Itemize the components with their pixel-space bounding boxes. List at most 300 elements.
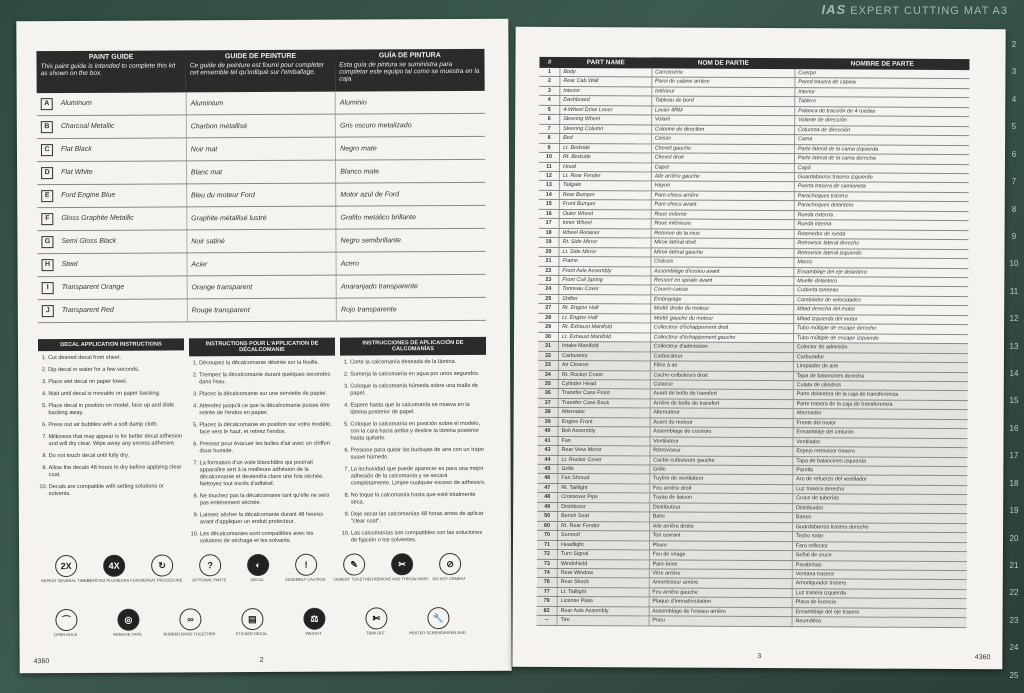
instructions-list xyxy=(340,359,487,544)
part-name-en: Rt. Bedside xyxy=(559,153,651,163)
header-subtitle: This paint guide is intended to complete this kit as shown on the box. xyxy=(40,62,176,78)
instructions-list xyxy=(189,360,336,545)
part-name-en: Rear Shock xyxy=(557,578,649,588)
part-name-en: Lt. Exhaust Manifold xyxy=(559,332,651,342)
paint-name-en xyxy=(37,184,186,208)
part-number: 47 xyxy=(537,483,558,493)
part-name-es: Parachoques delantero xyxy=(794,201,969,211)
instructions-title: INSTRUCCIONES DE APLICACIÓN DE CALCOMANÍAS xyxy=(340,337,486,356)
part-name-fr: Tuyère de ventilateur xyxy=(649,474,792,484)
part-name-en: Shifter xyxy=(559,294,651,304)
ruler-mark: 5 xyxy=(1011,122,1017,132)
part-name-es: Parte trasera de la caja de transferencia xyxy=(793,400,968,410)
part-name-fr: Volant xyxy=(651,115,794,125)
paint-letter-box: I xyxy=(42,282,54,294)
part-name-en: Front Axle Assembly xyxy=(559,266,651,276)
part-name-fr: Phare xyxy=(649,541,792,551)
symbol-caption: REPEAT PROCEDURE xyxy=(140,577,183,583)
part-name-es: Retrovisor lateral derecho xyxy=(794,239,969,249)
part-name-fr: Vitre arrière xyxy=(649,569,792,579)
part-name-es: Guardabarros trasero derecho xyxy=(792,522,967,532)
part-name-fr: Assemblage d'essieu avant xyxy=(651,266,794,276)
part-name-es: Volante de dirección xyxy=(795,116,970,126)
part-name-es: Cama xyxy=(794,135,969,145)
part-name-en: Interior xyxy=(560,86,652,96)
instruction-step: 9. Allow the decals 48 hours to dry before applying clear coat. xyxy=(49,464,185,479)
instruction-step: 8. Do not touch decal until fully dry. xyxy=(49,452,185,460)
paint-letter-box: B xyxy=(41,121,53,133)
part-name-en: Tonneau Cover xyxy=(559,285,651,295)
paint-name-fr: Rouge transparent xyxy=(187,298,336,322)
instruction-step: 5. Place decal in position on model, face up and slide backing away. xyxy=(48,402,184,417)
part-number: 16 xyxy=(539,209,560,219)
part-name-es: Carburador xyxy=(793,352,968,362)
paint-name-es: Negro mate xyxy=(336,136,485,160)
symbol-caption: WEIGHT xyxy=(305,630,322,636)
instruction-step: 4. Espere hasta que la calcomanía se mueva en la lámina posterior de papel. xyxy=(350,402,486,417)
paint-name-es: Aluminio xyxy=(335,91,484,114)
part-number: 29 xyxy=(538,323,559,333)
paint-label: Ford Engine Blue xyxy=(61,191,116,200)
symbol-caption: OPTIONAL PARTS xyxy=(192,577,227,583)
part-number: 38 xyxy=(538,408,559,418)
part-name-en: Lt. Rocker Cover xyxy=(558,455,650,465)
paint-label: Gloss Graphite Metallic xyxy=(61,214,134,223)
part-name-en: Rt. Taillight xyxy=(558,483,650,493)
instruction-step: 5. Coloque la calcomanía en posición sobre el modelo, con la cara hacia arriba y deslice la lámina posterior hasta quitarlo. xyxy=(350,421,486,443)
symbol-icon xyxy=(241,608,263,630)
part-number: 1 xyxy=(539,68,560,77)
part-name-en: Transfer Case Back xyxy=(558,398,650,408)
part-row xyxy=(537,616,967,628)
symbol-icon xyxy=(295,554,317,576)
paint-name-es: Motor azul de Ford xyxy=(336,182,485,206)
part-name-es: Rueda interna xyxy=(794,220,969,230)
decal-instructions-en xyxy=(38,338,185,539)
part-number: 46 xyxy=(537,474,558,484)
part-name-es: Culata de cilindros xyxy=(793,381,968,391)
part-number: 73 xyxy=(537,559,558,569)
symbol-icon xyxy=(343,553,365,575)
part-number: 17 xyxy=(539,219,560,229)
part-name-fr: Couvre-caisse xyxy=(650,285,793,295)
symbol-caption: REPEAT SEVERAL TIMES xyxy=(41,577,90,584)
part-name-es: Alternador xyxy=(793,409,968,419)
symbol-caption: OPEN HOLE xyxy=(53,631,78,638)
symbol-glyph: ↻ xyxy=(158,560,166,571)
paint-label: Flat White xyxy=(61,168,93,177)
part-name-fr: Chevet gauche xyxy=(651,144,794,154)
part-name-fr: Retenue de la roue xyxy=(651,229,794,239)
paint-name-en xyxy=(37,138,186,162)
part-name-es: Distribuidor xyxy=(793,504,968,514)
instruction-step: 3. Place wet decal on paper towel. xyxy=(48,378,184,386)
part-number: 9 xyxy=(539,143,560,153)
part-name-fr: Culasse xyxy=(650,380,793,390)
symbol-caption: DECAL xyxy=(250,577,264,583)
symbol-icon xyxy=(247,554,269,576)
symbol-caption: RUBBER BAND TOGETHER xyxy=(163,631,216,637)
instruction-step: 7. La formation d'un voile blanchâtre qui pourrait apparaître sert à la meilleure adhésion de la décalcomanie et deviendra claire une fois séchée. Nettoyez tout excès d'adhésif. xyxy=(200,459,336,488)
decal-instructions-es xyxy=(340,337,487,544)
part-name-fr: Distributeur xyxy=(649,503,792,513)
part-name-en: Rear Window xyxy=(557,568,649,578)
instruction-step: 4. Attendez jusqu'à ce que la décalcomanie puisse être retirée de l'endos en papier. xyxy=(199,403,335,418)
symbol-caption: ASSEMBLY CAUTION xyxy=(285,576,326,582)
part-number: 27 xyxy=(538,304,559,314)
part-number: 11 xyxy=(539,162,560,172)
paint-row xyxy=(38,274,486,299)
part-number: 25 xyxy=(538,294,559,304)
symbol-icon xyxy=(55,555,77,577)
instruction-step: 7. La lechosidad que puede aparecer es para una mejor adhesión de la calcomanía y se secará completamente. Limpie cualquier exceso de adhesivo. xyxy=(351,466,487,488)
paint-name-fr: Noir satiné xyxy=(187,229,336,253)
ruler-mark: 12 xyxy=(1009,314,1019,324)
part-name-fr: Pare-brise xyxy=(649,559,792,569)
part-number: 20 xyxy=(538,247,559,257)
part-name-es: Muelle delantero xyxy=(794,277,969,287)
part-name-en: Bench Seat xyxy=(558,512,650,522)
part-name-fr: Feu de virage xyxy=(649,550,792,560)
ruler-mark: 7 xyxy=(1011,177,1017,187)
ruler-mark: 16 xyxy=(1009,423,1019,433)
parts-header: # xyxy=(539,57,560,68)
part-name-en: Engine Front xyxy=(558,417,650,427)
part-name-es: Espejo retrovisor trasero xyxy=(793,447,968,457)
part-name-es: Limpiador de aire xyxy=(793,362,968,372)
symbol-icon xyxy=(55,609,77,631)
part-name-en: Frame xyxy=(559,257,651,267)
part-number: 79 xyxy=(537,597,558,607)
part-name-fr: Colonne de direction xyxy=(651,125,794,135)
part-name-en: Sunroof xyxy=(557,531,649,541)
paint-row xyxy=(37,205,485,230)
symbol-caption: CEMENT TOGETHER xyxy=(333,576,374,582)
part-name-fr: Caisse xyxy=(651,134,794,144)
ruler-mark: 14 xyxy=(1009,369,1019,379)
symbol-glyph: ✄ xyxy=(372,613,381,624)
ruler-mark: 3 xyxy=(1011,67,1017,77)
instruction-step: 3. Placez la décalcomanie sur une serviette de papier. xyxy=(199,391,335,399)
part-name-es: Retrovisor lateral izquierdo xyxy=(794,248,969,258)
part-name-fr: Aile arrière gauche xyxy=(651,172,794,182)
part-name-es: Señal de cruce xyxy=(792,551,967,561)
part-name-fr: Toit ouvrant xyxy=(649,531,792,541)
part-name-fr: Feu arrière gauche xyxy=(649,588,792,598)
symbol-caption: REMOVE AND THROW AWAY xyxy=(373,576,429,582)
part-name-en: Dashboard xyxy=(560,96,652,106)
part-name-en: Belt Assembly xyxy=(558,427,650,437)
part-number: 23 xyxy=(538,275,559,285)
part-name-es: Neumático xyxy=(792,617,967,627)
paint-letter-box: C xyxy=(41,144,53,156)
part-name-fr: Assemblage de courroie xyxy=(650,427,793,437)
part-name-es: Aro de refuerzo del ventilador xyxy=(793,475,968,485)
part-name-fr: Amortisseur arrière xyxy=(649,578,792,588)
paint-row xyxy=(37,136,485,161)
paint-name-en xyxy=(38,253,187,277)
paint-name-es: Grafito metálico brillante xyxy=(336,205,485,229)
part-name-es: Ensamblaje del cinturón xyxy=(793,428,968,438)
symbol-icon xyxy=(427,607,449,629)
paint-name-en xyxy=(37,115,186,139)
decal-instructions-fr xyxy=(189,338,336,545)
paint-name-fr: Noir mat xyxy=(186,137,335,161)
symbol-glyph: 🔧 xyxy=(432,613,445,624)
part-name-en: Wheel Retainer xyxy=(559,228,651,238)
instruction-step: 7. Milkiness that may appear is for better decal adhesion and will dry clear. Wipe away any excess adhesive. xyxy=(48,433,184,448)
part-number: 71 xyxy=(537,540,558,550)
part-name-en: Rt. Side Mirror xyxy=(559,238,651,248)
part-name-es: Tubo múltiple de escape izquierdo xyxy=(793,333,968,343)
part-name-es: Faro reflector xyxy=(792,541,967,551)
part-name-es: Parte lateral de la cama izquierda xyxy=(794,144,969,154)
right-page xyxy=(512,27,1005,670)
part-name-en: License Plate xyxy=(557,597,649,607)
parts-header: NOMBRE DE PARTE xyxy=(795,58,970,70)
instruction-step: 1. Corte la calcomanía deseada de la lámina. xyxy=(350,359,486,367)
part-number: 82 xyxy=(537,606,558,616)
part-number: 72 xyxy=(537,549,558,559)
ruler-mark: 21 xyxy=(1009,561,1019,571)
part-name-en: 4-Wheel Drive Lever xyxy=(560,105,652,115)
symbol-caption: HEATED SCREWDRIVER END xyxy=(409,629,466,636)
part-name-fr: Feu arrière droit xyxy=(649,484,792,494)
ruler-mark: 17 xyxy=(1009,451,1019,461)
header-title: GUIDE DE PEINTURE xyxy=(224,52,297,61)
header-title: GUÍA DE PINTURA xyxy=(378,52,441,60)
part-number: 31 xyxy=(538,341,559,351)
parts-list-table xyxy=(537,57,970,628)
part-name-fr: Carrosserie xyxy=(652,68,795,78)
paint-label: Charcoal Metallic xyxy=(60,122,115,131)
paint-letter-box: J xyxy=(42,305,54,317)
part-name-fr: Cache-culbuteurs droit xyxy=(650,370,793,380)
paint-letter-box: G xyxy=(41,236,53,248)
instruction-step: 10. Decals are compatible with setting solutions or solvents. xyxy=(49,483,185,498)
part-number: 60 xyxy=(537,521,558,531)
paint-name-en xyxy=(37,92,186,115)
header-title: PAINT GUIDE xyxy=(88,53,134,61)
parts-header: NOM DE PARTIE xyxy=(652,57,795,69)
paint-guide-header xyxy=(186,50,336,93)
part-number: 12 xyxy=(539,171,560,181)
instruction-step: 3. Coloque la calcomanía húmeda sobre una toalla de papel. xyxy=(350,383,486,398)
part-name-es: Interior xyxy=(795,88,970,98)
part-number: 40 xyxy=(538,427,559,437)
part-name-fr: Roue intérieure xyxy=(651,219,794,229)
paint-name-en xyxy=(37,207,186,231)
part-name-es: Luz trasera izquierda xyxy=(792,589,967,599)
ruler-mark: 15 xyxy=(1009,396,1019,406)
part-number: -- xyxy=(537,616,558,626)
part-name-es: Marco xyxy=(794,258,969,268)
paint-name-en xyxy=(37,230,186,254)
part-name-fr: Carburateur xyxy=(650,352,793,362)
part-number: 22 xyxy=(538,266,559,276)
page-number-2: 2 xyxy=(259,657,264,665)
instruction-step: 2. Dip decal in water for a few seconds. xyxy=(48,366,184,374)
part-number: 35 xyxy=(538,379,559,389)
part-name-en: Lt. Engine Half xyxy=(559,313,651,323)
part-number: 33 xyxy=(538,360,559,370)
part-number: 3 xyxy=(539,86,560,96)
part-number: 19 xyxy=(539,238,560,248)
paint-name-es: Rojo transparente xyxy=(336,297,485,321)
part-name-es: Retenedor de rueda xyxy=(794,229,969,239)
instruction-step: 1. Cut desired decal from sheet. xyxy=(48,354,184,362)
paint-label: Semi Gloss Black xyxy=(61,237,117,246)
part-name-es: Colector de admisión xyxy=(793,343,968,353)
part-name-es: Pared trasera de cabina xyxy=(795,78,970,88)
symbol-icon xyxy=(391,553,413,575)
symbol-icon xyxy=(199,554,221,576)
part-name-es: Ventilador xyxy=(793,437,968,447)
part-number: 30 xyxy=(538,332,559,342)
paint-label: Steel xyxy=(61,260,78,269)
part-name-es: Luz trasera derecha xyxy=(793,485,968,495)
part-name-es: Cubierta tonneau xyxy=(794,286,969,296)
part-name-en: Fan Shroud xyxy=(558,474,650,484)
part-name-en: Lt. Rear Fender xyxy=(559,171,651,181)
symbol-glyph: ◐ xyxy=(255,560,261,571)
part-number: 8 xyxy=(539,134,560,144)
part-number: 28 xyxy=(538,313,559,323)
part-number: 39 xyxy=(538,417,559,427)
paint-name-fr: Orange transparent xyxy=(187,275,336,299)
part-name-en: Outer Wheel xyxy=(559,209,651,219)
part-number: 2 xyxy=(539,77,560,87)
part-name-fr: Pneu xyxy=(649,616,792,626)
part-name-es: Placa de licencia xyxy=(792,598,967,608)
symbol-glyph: ◎ xyxy=(124,614,133,625)
part-name-es: Rueda externa xyxy=(794,210,969,220)
part-name-es: Guardabarros trasero izquierdo xyxy=(794,173,969,183)
paint-guide-header xyxy=(335,49,485,92)
part-name-en: Transfer Case Front xyxy=(558,389,650,399)
page-number-left: 4360 xyxy=(33,658,50,666)
instruction-step: 8. Ne touchez pas la décalcomanie tant qu'elle ne sera pas entièrement séchée. xyxy=(200,492,336,507)
part-name-en: Air Cleaner xyxy=(558,360,650,370)
part-name-en: Bed xyxy=(560,134,652,144)
symbol-glyph: ⚖ xyxy=(310,613,319,624)
part-name-en: Rear Bumper xyxy=(559,190,651,200)
part-name-es: Parabrisas xyxy=(792,560,967,570)
symbol-icon xyxy=(151,554,173,576)
part-name-fr: Arrière de boîte de transfert xyxy=(650,399,793,409)
part-number: 44 xyxy=(537,455,558,465)
part-number: 32 xyxy=(538,351,559,361)
part-name-en: Steering Wheel xyxy=(560,115,652,125)
part-name-en: Rt. Rocker Cover xyxy=(558,370,650,380)
part-name-en: Lt. Taillight xyxy=(557,587,649,597)
part-name-en: Alternator xyxy=(558,408,650,418)
part-name-es: Tablero xyxy=(795,97,970,107)
part-number: 24 xyxy=(538,285,559,295)
paint-name-es: Negro semibrillante xyxy=(336,228,485,252)
assembly-symbols-legend xyxy=(41,549,486,656)
mat-ruler xyxy=(1006,40,1022,680)
part-name-es: Tubo múltiple de escape derecho xyxy=(793,324,968,334)
part-name-en: Lt. Bedside xyxy=(560,143,652,153)
part-name-en: Windshield xyxy=(557,559,649,569)
part-name-es: Tapa de balancines izquierda xyxy=(793,456,968,466)
paint-name-es: Acero xyxy=(336,251,485,275)
mat-brand: IAS EXPERT CUTTING MAT A3 xyxy=(821,2,1008,17)
part-name-fr: Aile arrière droite xyxy=(649,522,792,532)
part-number: 18 xyxy=(539,228,560,238)
part-name-fr: Pare-chocs arrière xyxy=(651,191,794,201)
part-name-fr: Collecteur d'échappement droit xyxy=(650,323,793,333)
paint-row xyxy=(37,182,485,207)
part-name-es: Cambiador de velocidades xyxy=(794,296,969,306)
paint-label: Transparent Red xyxy=(61,306,114,315)
paint-name-fr: Blanc mat xyxy=(186,160,335,184)
paint-name-fr: Bleu du moteur Ford xyxy=(186,183,335,207)
part-name-fr: Rétroviseur xyxy=(650,446,793,456)
ruler-mark: 20 xyxy=(1009,533,1019,543)
part-number: 74 xyxy=(537,568,558,578)
paint-row xyxy=(37,228,485,253)
part-name-en: Rear Cab Wall xyxy=(560,77,652,87)
paint-name-fr: Acier xyxy=(187,252,336,276)
part-name-en: Front Bumper xyxy=(559,200,651,210)
part-name-en: Crossover Pipe xyxy=(558,493,650,503)
part-name-en: Rt. Rear Fender xyxy=(558,521,650,531)
paint-letter-box: H xyxy=(42,259,54,271)
symbol-caption: DO NOT CEMENT xyxy=(432,575,466,582)
part-name-es: Frente del motor xyxy=(793,418,968,428)
paint-name-fr: Aluminium xyxy=(186,92,335,115)
paint-letter-box: F xyxy=(41,213,53,225)
paint-name-en xyxy=(38,299,187,323)
paint-label: Flat Black xyxy=(60,145,92,154)
page-number-right: 4360 xyxy=(974,654,991,662)
instruction-step: 10. Les décalcomanies sont compatibles avec les solutions de séchage et les solvants. xyxy=(200,530,336,545)
part-name-en: Rear Axle Assembly xyxy=(557,606,649,616)
part-name-fr: Roue externe xyxy=(651,210,794,220)
paint-letter-box: E xyxy=(41,190,53,202)
paint-label: Aluminum xyxy=(60,99,92,108)
paint-row xyxy=(38,251,486,276)
instruction-step: 2. Trempez la décalcomanie durant quelques secondes dans l'eau. xyxy=(199,372,335,387)
paint-letter-box: D xyxy=(41,167,53,179)
ruler-mark: 4 xyxy=(1011,94,1017,104)
ruler-mark: 2 xyxy=(1011,40,1017,49)
part-name-en: Turn Signal xyxy=(557,550,649,560)
part-name-es: Puerta trasera de camioneta xyxy=(794,182,969,192)
part-number: 34 xyxy=(538,370,559,380)
part-name-es: Amortiguador trasero xyxy=(792,579,967,589)
symbol-icon xyxy=(303,608,325,630)
ruler-mark: 10 xyxy=(1009,259,1019,269)
instruction-step: 1. Découpez la décalcomanie désirée sur la feuille. xyxy=(199,360,335,368)
part-name-es: Parachoques trasero xyxy=(794,192,969,202)
part-name-fr: Intérieur xyxy=(651,87,794,97)
part-name-es: Parte delantera de la caja de transferencia xyxy=(793,390,968,400)
part-name-fr: Tuyau de liaison xyxy=(649,493,792,503)
paint-row xyxy=(37,113,485,138)
paint-name-en xyxy=(37,161,186,185)
part-number: 41 xyxy=(537,436,558,446)
part-name-en: Body xyxy=(560,68,652,77)
part-name-fr: Collecteur d'échappement gauche xyxy=(650,333,793,343)
part-number: 15 xyxy=(539,200,560,210)
symbol-glyph: ∞ xyxy=(187,614,194,625)
part-name-es: Columna de dirección xyxy=(794,125,969,135)
part-name-es: Cuerpo xyxy=(795,69,970,79)
part-name-en: Distributor xyxy=(558,502,650,512)
